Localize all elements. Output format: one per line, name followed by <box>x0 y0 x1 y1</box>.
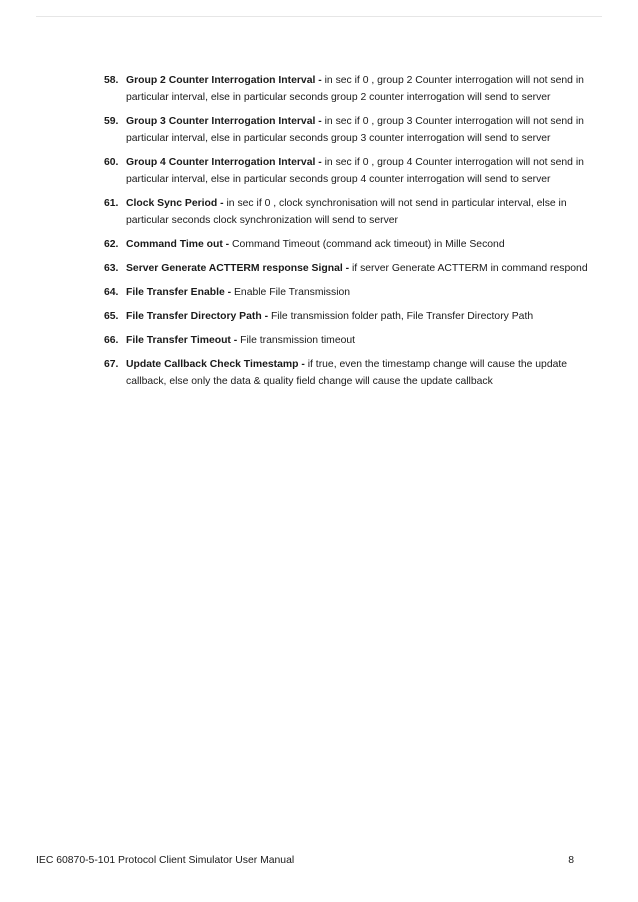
item-number: 59. <box>104 116 119 127</box>
item-number: 65. <box>104 311 119 322</box>
page-number: 8 <box>568 855 574 866</box>
item-description: in sec if 0 , group 2 Counter interrogation will not send in particular interval, else in particular seconds group 2 counter interrogation will send to server <box>126 75 584 103</box>
item-number: 66. <box>104 335 119 346</box>
item-description: Enable File Transmission <box>233 287 351 298</box>
page-footer <box>36 854 574 868</box>
list-item <box>104 154 604 188</box>
item-term: Command Time out - <box>126 239 230 250</box>
item-number: 60. <box>104 157 119 168</box>
item-term: Group 2 Counter Interrogation Interval - <box>126 75 322 86</box>
header-divider <box>36 16 602 17</box>
item-number: 62. <box>104 239 119 250</box>
item-description: Command Timeout (command ack timeout) in Mille Second <box>232 239 505 250</box>
item-description: if true, even the timestamp change will cause the update callback, else only the data & quality field change will cause the update callback <box>126 359 568 387</box>
item-description: if server Generate ACTTERM in command respond <box>351 263 588 274</box>
item-description: in sec if 0 , clock synchronisation will not send in particular interval, else in particular seconds clock synchronization will send to server <box>126 198 567 226</box>
item-term: Clock Sync Period - <box>126 198 224 209</box>
item-description: in sec if 0 , group 4 Counter interrogation will not send in particular interval, else in particular seconds group 4 counter interrogation will send to server <box>126 157 584 185</box>
item-number: 61. <box>104 198 119 209</box>
item-number: 63. <box>104 263 119 274</box>
item-term: Group 3 Counter Interrogation Interval - <box>126 116 322 127</box>
item-number: 64. <box>104 287 119 298</box>
item-number: 58. <box>104 75 119 86</box>
list-item <box>104 195 604 229</box>
list-item <box>104 260 604 277</box>
footer-title: IEC 60870-5-101 Protocol Client Simulator User Manual <box>36 855 295 866</box>
list-item <box>104 308 604 325</box>
list-item <box>104 72 604 106</box>
item-term: File Transfer Enable - <box>126 287 232 298</box>
item-term: Update Callback Check Timestamp - <box>126 359 305 370</box>
settings-description-list <box>104 72 604 397</box>
list-item <box>104 284 604 301</box>
item-term: File Transfer Directory Path - <box>126 311 269 322</box>
item-description: File transmission timeout <box>240 335 356 346</box>
item-term: Group 4 Counter Interrogation Interval - <box>126 157 322 168</box>
item-term: Server Generate ACTTERM response Signal - <box>126 263 350 274</box>
item-description: File transmission folder path, File Transfer Directory Path <box>270 311 534 322</box>
item-description: in sec if 0 , group 3 Counter interrogation will not send in particular interval, else in particular seconds group 3 counter interrogation will send to server <box>126 116 584 144</box>
item-number: 67. <box>104 359 119 370</box>
list-item <box>104 332 604 349</box>
item-term: File Transfer Timeout - <box>126 335 238 346</box>
list-item <box>104 113 604 147</box>
list-item <box>104 356 604 390</box>
list-item <box>104 236 604 253</box>
